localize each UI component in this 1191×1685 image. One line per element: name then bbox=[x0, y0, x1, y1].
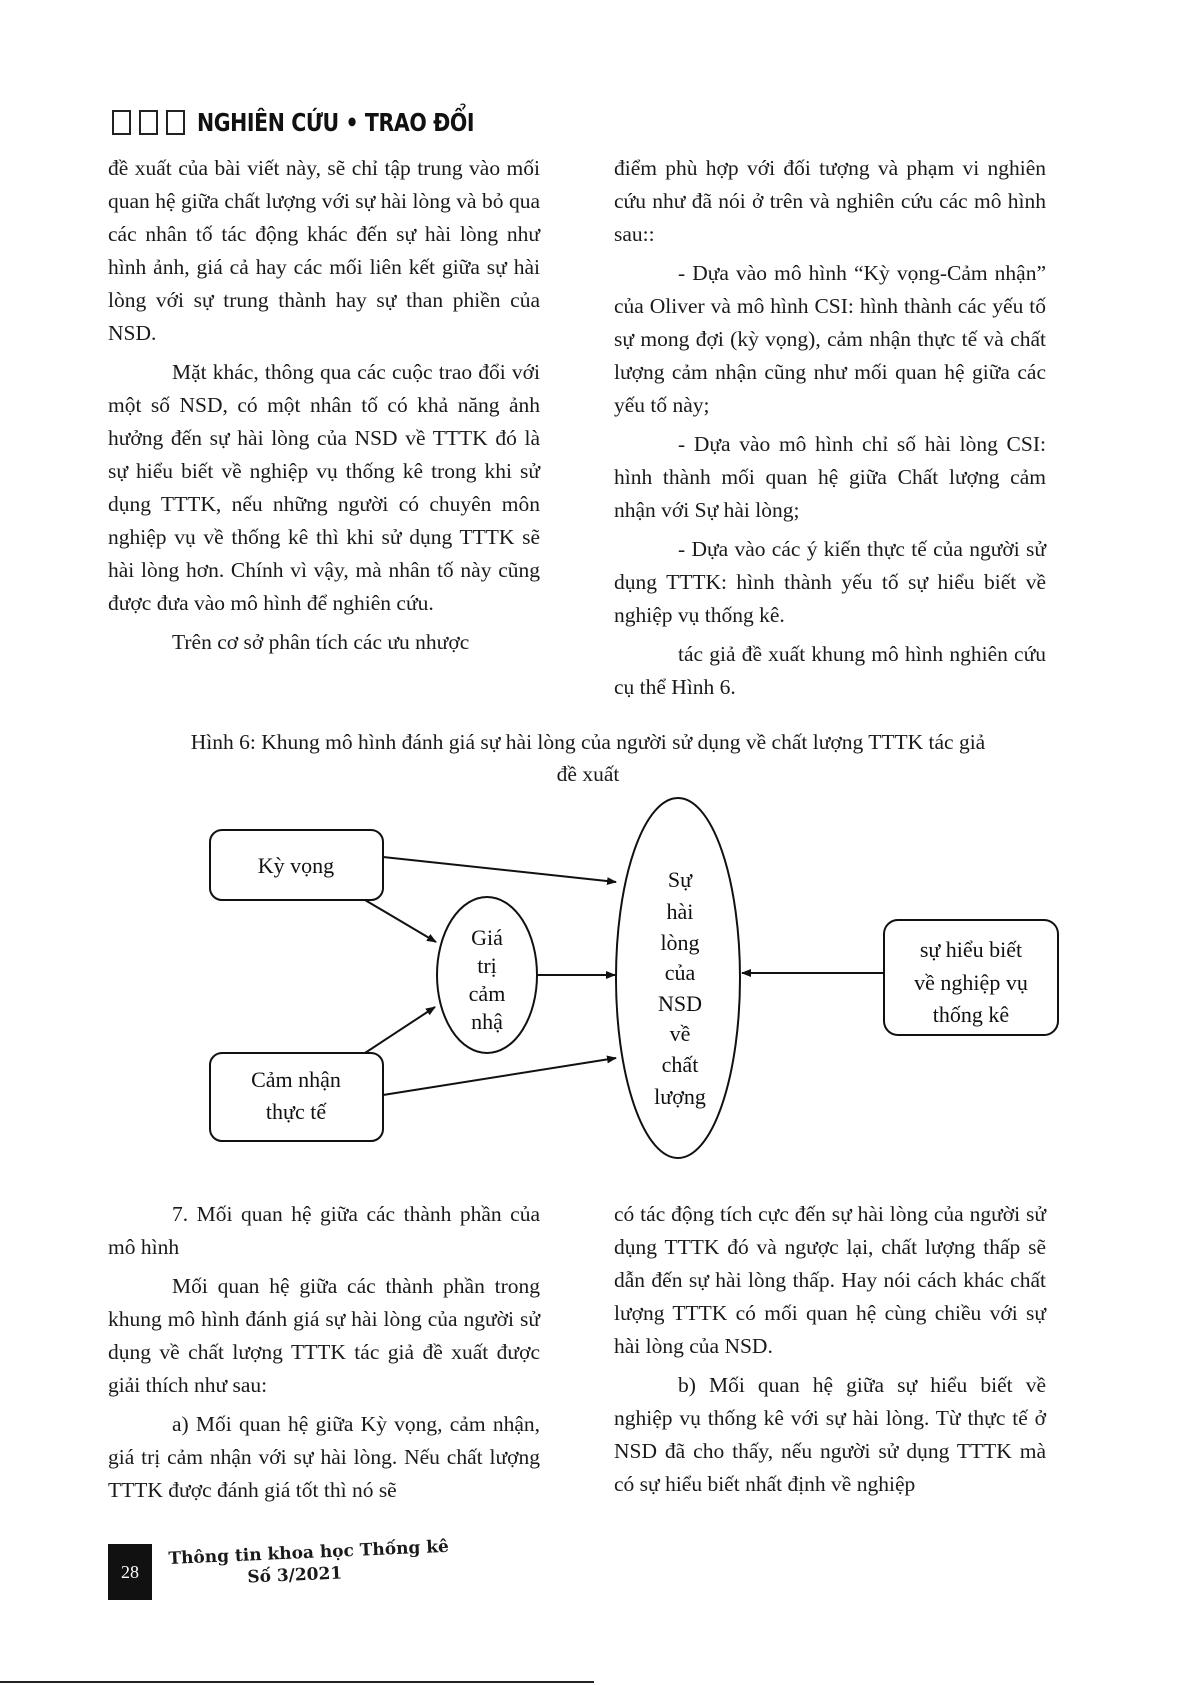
perceived-value-label: nhậ bbox=[471, 1009, 503, 1034]
column-left-top bbox=[108, 152, 540, 665]
arrow-expectation-value bbox=[365, 900, 436, 942]
arrow-perception-satisfaction bbox=[383, 1058, 616, 1095]
paragraph: - Dựa vào mô hình “Kỳ vọng-Cảm nhận” của Oliver và mô hình CSI: hình thành các yếu tố sự mong đợi (kỳ vọng), cảm nhận thực tế và chất lượng cảm nhận cũng như mối quan hệ giữa các yếu tố này; bbox=[614, 261, 1046, 417]
perception-label: Cảm nhận bbox=[251, 1067, 341, 1092]
knowledge-label: thống kê bbox=[932, 1002, 1010, 1027]
header-square-icon bbox=[112, 110, 131, 135]
satisfaction-label: NSD bbox=[657, 991, 703, 1016]
paragraph: b) Mối quan hệ giữa sự hiểu biết về nghiệp vụ thống kê với sự hài lòng. Từ thực tế ở NSD đã cho thấy, nếu người sử dụng TTTK mà có sự hiểu biết nhất định về nghiệp bbox=[614, 1373, 1046, 1496]
arrow-perception-value bbox=[365, 1007, 435, 1053]
perceived-value-label: cảm bbox=[468, 981, 506, 1006]
figure-caption bbox=[108, 726, 1068, 790]
satisfaction-label: Sự bbox=[667, 867, 693, 892]
paragraph: - Dựa vào các ý kiến thực tế của người sử dụng TTTK: hình thành yếu tố sự hiểu biết về nghiệp vụ thống kê. bbox=[614, 537, 1046, 627]
page-number: 28 bbox=[108, 1544, 152, 1600]
satisfaction-label: chất bbox=[661, 1052, 699, 1077]
satisfaction-label: của bbox=[664, 960, 696, 985]
expectation-label: Kỳ vọng bbox=[257, 853, 335, 878]
column-left-bottom bbox=[108, 1198, 540, 1513]
knowledge-label: sự hiểu biết bbox=[919, 937, 1023, 962]
paragraph: có tác động tích cực đến sự hài lòng của người sử dụng TTTK đó và ngược lại, chất lượng thấp sẽ dẫn đến sự hài lòng thấp. Hay nói cách khác chất lượng TTTK có mối quan hệ cùng chiều với sự hài lòng của NSD. bbox=[614, 1202, 1046, 1358]
satisfaction-label: lượng bbox=[654, 1084, 706, 1109]
page-header bbox=[112, 102, 535, 142]
journal-title: Thông tin khoa học Thống kê bbox=[168, 1536, 450, 1569]
paragraph: - Dựa vào mô hình chỉ số hài lòng CSI: hình thành mối quan hệ giữa Chất lượng cảm nhận với Sự hài lòng; bbox=[614, 432, 1046, 522]
header-square-icon bbox=[166, 110, 185, 135]
satisfaction-label: lòng bbox=[660, 930, 700, 955]
perceived-value-label: Giá bbox=[471, 925, 503, 950]
paragraph: 7. Mối quan hệ giữa các thành phần của mô hình bbox=[108, 1202, 540, 1259]
paragraph: điểm phù hợp với đối tượng và phạm vi nghiên cứu như đã nói ở trên và nghiên cứu các mô hình sau:: bbox=[614, 156, 1046, 246]
paragraph: a) Mối quan hệ giữa Kỳ vọng, cảm nhận, giá trị cảm nhận với sự hài lòng. Nếu chất lượng TTTK được đánh giá tốt thì nó sẽ bbox=[108, 1412, 540, 1502]
paragraph: Mặt khác, thông qua các cuộc trao đổi với một số NSD, có một nhân tố có khả năng ảnh hưởng đến sự hài lòng của NSD về TTTK đó là sự hiểu biết về nghiệp vụ thống kê trong khi sử dụng TTTK, nếu những người có chuyên môn nghiệp vụ về thống kê thì khi sử dụng TTTK sẽ hài lòng hơn. Chính vì vậy, mà nhân tố này cũng được đưa vào mô hình để nghiên cứu. bbox=[108, 360, 540, 615]
paragraph: đề xuất của bài viết này, sẽ chỉ tập trung vào mối quan hệ giữa chất lượng với sự hài lòng và bỏ qua các nhân tố tác động khác đến sự hài lòng như hình ảnh, giá cả hay các mối liên kết giữa sự hài lòng với sự trung thành hay sự than phiền của NSD. bbox=[108, 156, 540, 345]
arrow-expectation-satisfaction bbox=[383, 857, 616, 882]
column-right-top bbox=[614, 152, 1046, 710]
caption-line: Hình 6: Khung mô hình đánh giá sự hài lòng của người sử dụng về chất lượng TTTK tác giả bbox=[190, 730, 986, 754]
paragraph: Trên cơ sở phân tích các ưu nhược bbox=[172, 630, 470, 654]
bottom-divider bbox=[0, 1681, 594, 1683]
knowledge-label: về nghiệp vụ bbox=[914, 970, 1028, 995]
journal-name bbox=[168, 1536, 450, 1592]
column-right-bottom bbox=[614, 1198, 1046, 1507]
caption-line: đề xuất bbox=[556, 762, 620, 786]
paragraph: Mối quan hệ giữa các thành phần trong khung mô hình đánh giá sự hài lòng của người sử dụng về chất lượng TTTK tác giả đề xuất được giải thích như sau: bbox=[108, 1274, 540, 1397]
perceived-value-label: trị bbox=[477, 953, 497, 978]
journal-issue: Số 3/2021 bbox=[246, 1563, 343, 1588]
satisfaction-label: về bbox=[669, 1021, 691, 1046]
perception-label: thực tế bbox=[265, 1099, 327, 1124]
section-title: NGHIÊN CỨU • TRAO ĐỔI bbox=[197, 107, 475, 137]
header-square-icon bbox=[139, 110, 158, 135]
model-diagram bbox=[190, 795, 1090, 1185]
paragraph: tác giả đề xuất khung mô hình nghiên cứu cụ thể Hình 6. bbox=[614, 642, 1046, 699]
satisfaction-label: hài bbox=[666, 899, 694, 924]
